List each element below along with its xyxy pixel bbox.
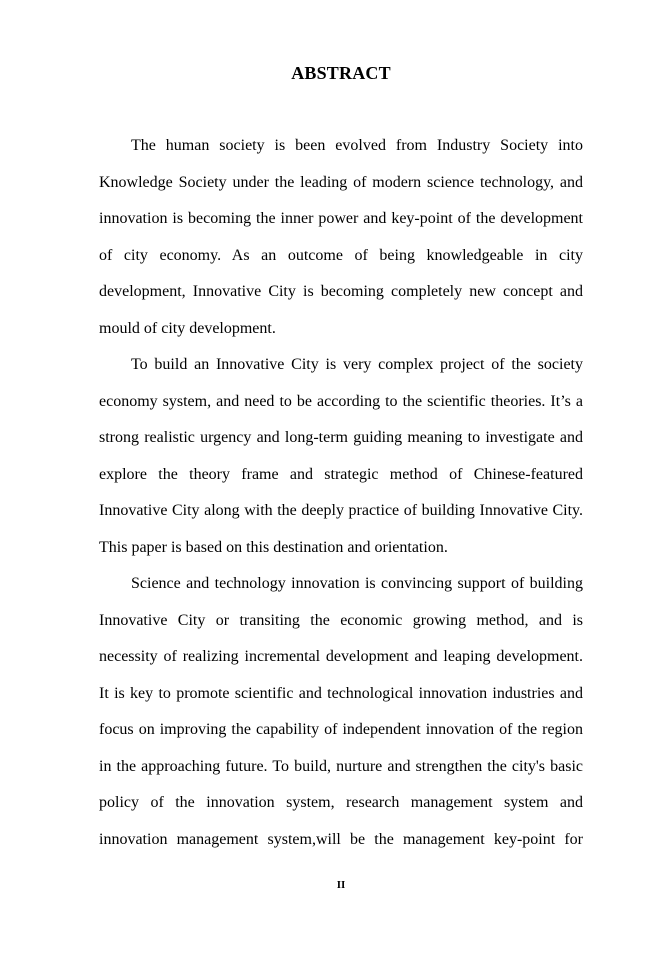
text-line: focus on improving the capability of independent innovation of the region (99, 721, 583, 738)
paragraph-3 (99, 566, 583, 858)
text-line: explore the theory frame and strategic method of Chinese-featured (99, 465, 583, 483)
text-line: economy system, and need to be according to the scientific theories. It’s a (99, 392, 583, 410)
text-line: innovation management system,will be the management key-point for (99, 830, 583, 848)
text-line: The human society is been evolved from Industry Society into (131, 137, 583, 154)
text-line: in the approaching future. To build, nurture and strengthen the city's basic (99, 757, 583, 775)
text-line: necessity of realizing incremental development and leaping development. (99, 648, 583, 665)
text-line: Science and technology innovation is convincing support of building (131, 575, 583, 592)
text-line: It is key to promote scientific and technological innovation industries and (99, 684, 583, 702)
abstract-body (99, 128, 583, 858)
paragraph-1 (99, 128, 583, 347)
page-title: ABSTRACT (291, 63, 391, 83)
paragraph-2 (99, 347, 583, 566)
text-line: Innovative City or transiting the economic growing method, and is (99, 611, 583, 629)
text-line: Knowledge Society under the leading of modern science technology, and (99, 173, 583, 191)
text-line: strong realistic urgency and long-term guiding meaning to investigate and (99, 429, 583, 446)
text-line: of city economy. As an outcome of being knowledgeable in city (99, 246, 583, 264)
text-line: mould of city development. (99, 319, 276, 337)
page-number: II (336, 879, 346, 891)
text-line: development, Innovative City is becoming completely new concept and (99, 283, 583, 300)
text-line: innovation is becoming the inner power and key-point of the development (99, 210, 583, 227)
text-line: To build an Innovative City is very complex project of the society (131, 356, 583, 373)
text-line: This paper is based on this destination and orientation. (99, 538, 448, 556)
text-line: policy of the innovation system, research management system and (99, 794, 583, 811)
text-line: Innovative City along with the deeply practice of building Innovative City. (99, 502, 583, 519)
